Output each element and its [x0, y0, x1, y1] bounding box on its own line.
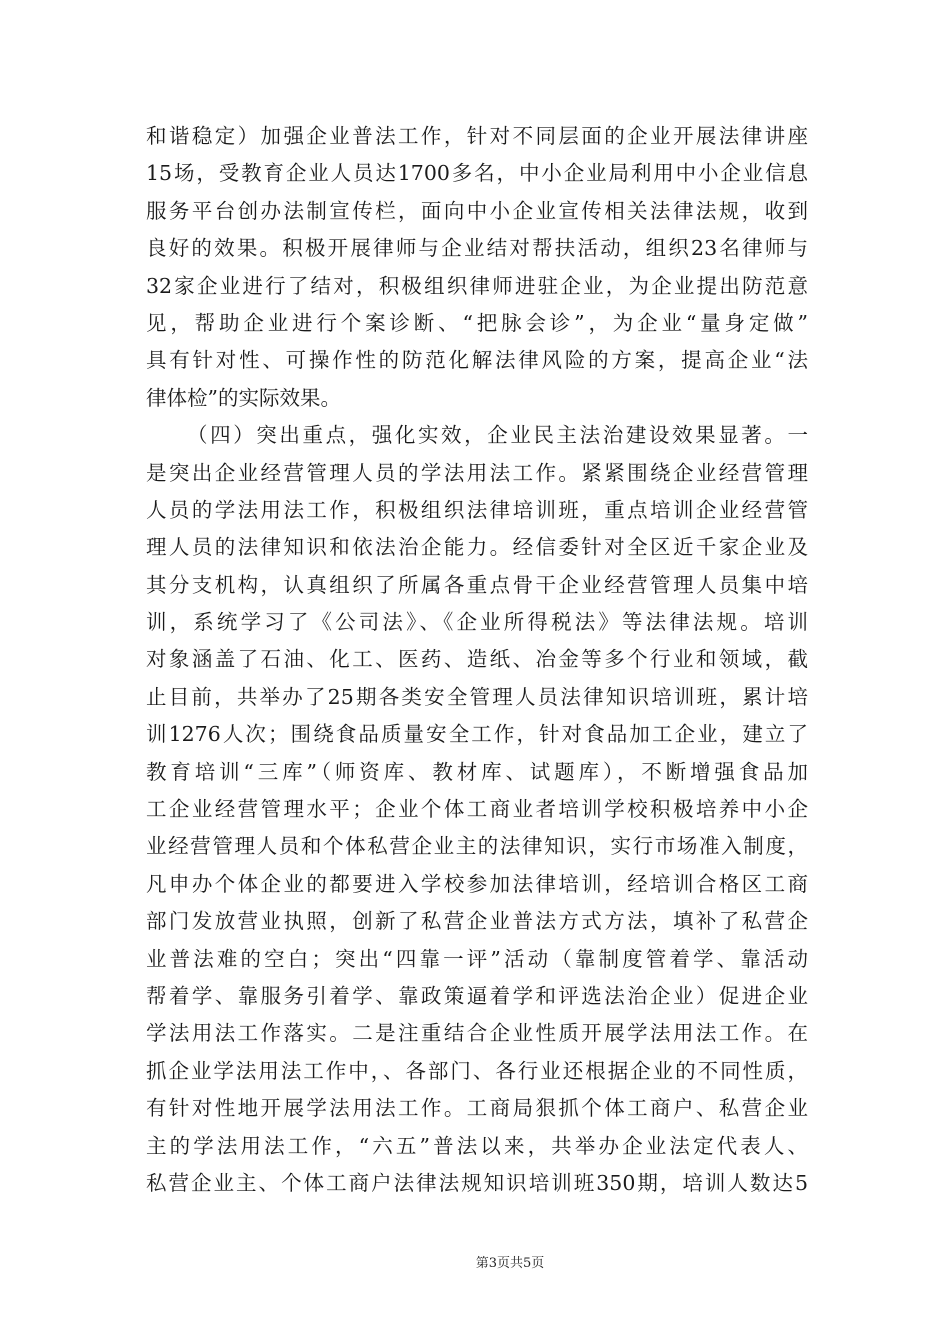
text-line: 有针对性地开展学法用法工作。工商局狠抓个体工商户、私营企业 [146, 1096, 808, 1121]
text-line: 训，系统学习了《公司法》、《企业所得税法》等法律法规。培训 [146, 610, 808, 635]
text-line: 人员的学法用法工作，积极组织法律培训班，重点培训企业经营管 [146, 497, 808, 522]
text-line: 对象涵盖了石油、化工、医药、造纸、冶金等多个行业和领域，截 [146, 647, 808, 672]
text-line: 止目前，共举办了25期各类安全管理人员法律知识培训班，累计培 [146, 684, 808, 709]
text-line: 其分支机构，认真组织了所属各重点骨干企业经营管理人员集中培 [146, 572, 808, 597]
text-line: 训1276人次；围绕食品质量安全工作，针对食品加工企业，建立了 [146, 722, 808, 747]
document-body [146, 118, 808, 1202]
text-line: 凡申办个体企业的都要进入学校参加法律培训，经培训合格区工商 [146, 871, 808, 896]
page-number-footer: 第3页共5页 [475, 1256, 545, 1271]
text-line: 帮着学、靠服务引着学、靠政策逼着学和评选法治企业）促进企业 [146, 983, 808, 1008]
text-line: 良好的效果。积极开展律师与企业结对帮扶活动，组织23名律师与 [146, 236, 808, 261]
text-line: 是突出企业经营管理人员的学法用法工作。紧紧围绕企业经营管理 [146, 460, 808, 485]
text-line: 教育培训“三库”（师资库、教材库、试题库），不断增强食品加 [146, 759, 808, 784]
text-line: 理人员的法律知识和依法治企能力。经信委针对全区近千家企业及 [146, 535, 808, 560]
text-line: 学法用法工作落实。二是注重结合企业性质开展学法用法工作。在 [146, 1021, 808, 1046]
text-line: 业经营管理人员和个体私营企业主的法律知识，实行市场准入制度， [146, 834, 808, 859]
text-line: 业普法难的空白；突出“四靠一评”活动（靠制度管着学、靠活动 [146, 946, 808, 971]
text-line: 见，帮助企业进行个案诊断、“把脉会诊”，为企业“量身定做” [146, 310, 808, 335]
paragraph-start-line: （四）突出重点，强化实效，企业民主法治建设效果显著。一 [187, 423, 808, 448]
text-line: 服务平台创办法制宣传栏，面向中小企业宣传相关法律法规，收到 [146, 198, 808, 223]
text-line: 32家企业进行了结对，积极组织律师进驻企业，为企业提出防范意 [146, 273, 808, 298]
text-line: 律体检”的实际效果。 [146, 385, 341, 410]
text-line: 私营企业主、个体工商户法律法规知识培训班350期，培训人数达5 [146, 1170, 808, 1195]
text-line: 主的学法用法工作，“六五”普法以来，共举办企业法定代表人、 [146, 1133, 808, 1158]
text-line: 具有针对性、可操作性的防范化解法律风险的方案，提高企业“法 [146, 348, 808, 373]
text-line: 15场，受教育企业人员达1700多名，中小企业局利用中小企业信息 [146, 161, 808, 186]
text-line: 部门发放营业执照，创新了私营企业普法方式方法，填补了私营企 [146, 909, 808, 934]
text-line: 和谐稳定）加强企业普法工作，针对不同层面的企业开展法律讲座 [146, 124, 808, 148]
text-line: 抓企业学法用法工作中，、各部门、各行业还根据企业的不同性质， [146, 1058, 808, 1083]
text-line: 工企业经营管理水平；企业个体工商业者培训学校积极培养中小企 [146, 797, 808, 822]
